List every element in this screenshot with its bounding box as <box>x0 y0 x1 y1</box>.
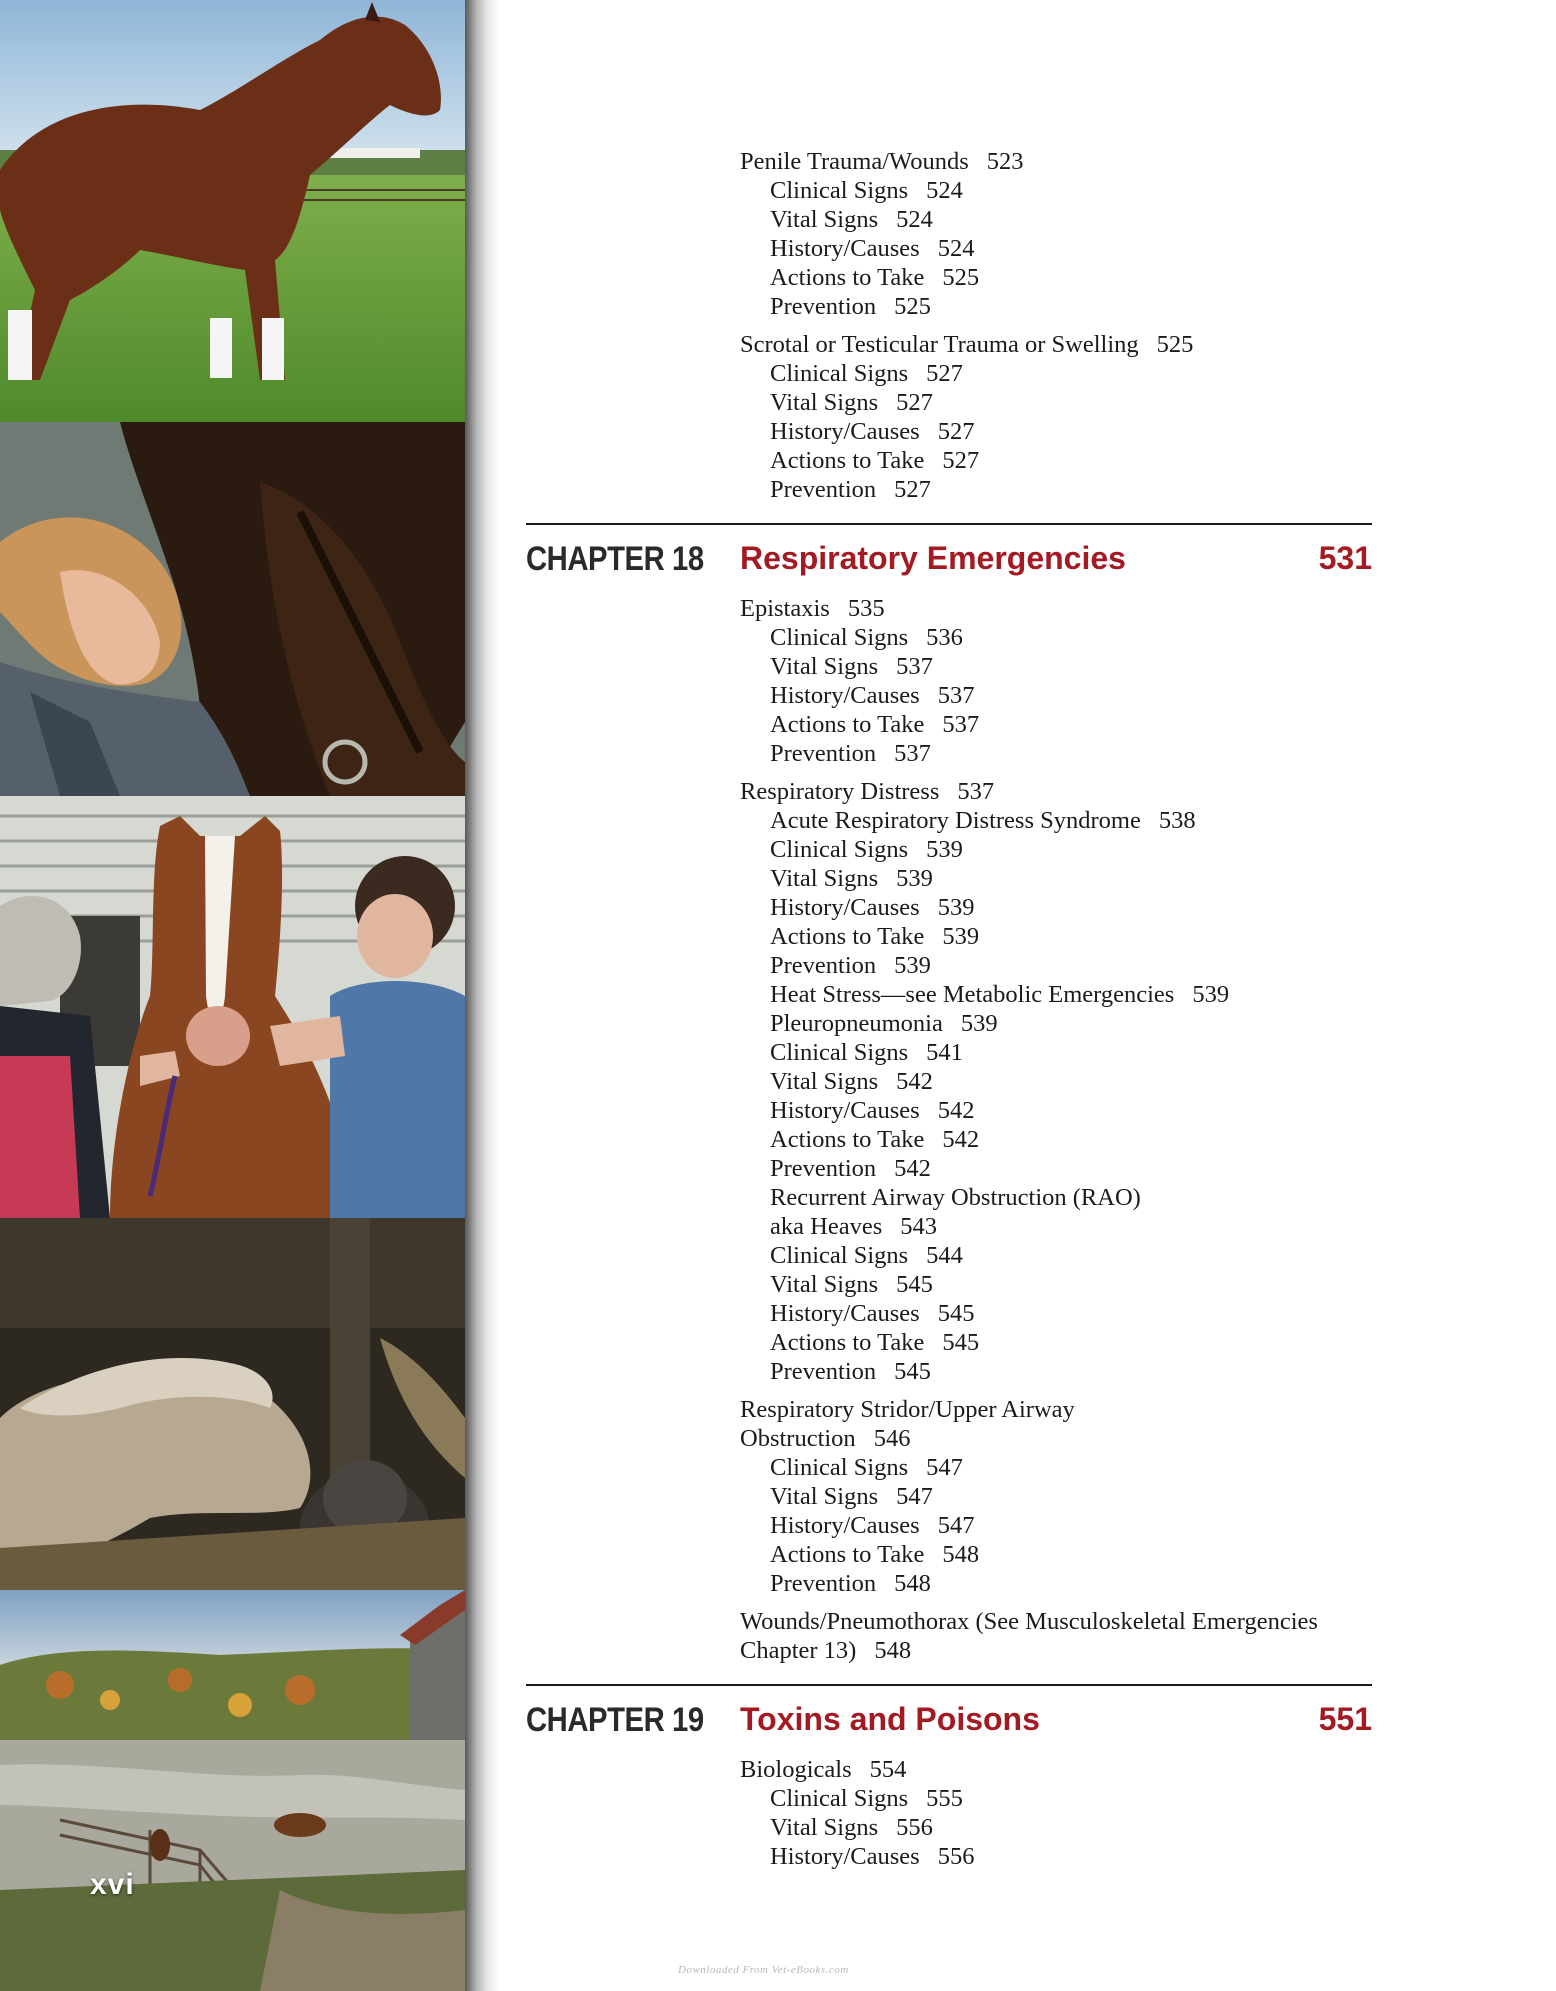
subentry-label: Vital Signs <box>770 389 879 416</box>
subentry-label: Prevention <box>770 1155 877 1182</box>
chapter-heading <box>526 1701 1372 1745</box>
subentry-page: 545 <box>942 1329 980 1356</box>
subentry-page: 556 <box>896 1814 933 1841</box>
flooded-farm-photo <box>0 1590 465 1991</box>
subentry-label: Vital Signs <box>770 206 879 233</box>
subentry-page: 536 <box>926 624 963 651</box>
toc-subentry <box>770 1482 933 1511</box>
subentry-label: Vital Signs <box>770 1271 879 1298</box>
chapter-page: 551 <box>1318 1701 1372 1737</box>
subentry-page: 544 <box>926 1242 963 1269</box>
subentry-label: Vital Signs <box>770 1068 879 1095</box>
toc-subentry <box>770 951 931 980</box>
toc-subentry <box>770 980 1229 1009</box>
toc-subentry <box>770 1125 979 1154</box>
entry-title-continued: Chapter 13) <box>740 1637 857 1664</box>
subentry-label: Clinical Signs <box>770 836 909 863</box>
subentry-page: 539 <box>1192 981 1230 1008</box>
toc-subentry <box>770 864 933 893</box>
subentry-label: History/Causes <box>770 894 920 921</box>
subentry-label: Actions to Take <box>770 1541 925 1568</box>
toc-subentry <box>770 1569 931 1598</box>
subentry-page: 556 <box>937 1843 975 1870</box>
entry-title: Scrotal or Testicular Trauma or Swelling <box>740 331 1139 358</box>
toc-subentry <box>770 835 963 864</box>
subentry-page: 538 <box>1158 807 1196 834</box>
subentry-page: 537 <box>896 653 933 680</box>
toc-subentry <box>770 1270 933 1299</box>
toc-section-entry <box>740 1755 906 1784</box>
toc-section-entry <box>740 594 885 623</box>
subentry-label: Clinical Signs <box>770 1039 909 1066</box>
subentry-page: 525 <box>942 264 980 291</box>
toc-subentry <box>770 292 931 321</box>
subentry-label: History/Causes <box>770 1843 920 1870</box>
toc-subentry <box>770 1540 979 1569</box>
toc-section-entry-continued <box>740 1636 911 1665</box>
subentry-page: 537 <box>942 711 980 738</box>
toc-section-entry <box>740 1395 1075 1424</box>
entry-title-continued: Obstruction <box>740 1425 856 1452</box>
toc-subentry <box>770 1511 974 1540</box>
subentry-page: 543 <box>900 1213 937 1240</box>
subentry-page: 547 <box>926 1454 963 1481</box>
subentry-page: 525 <box>894 293 931 320</box>
mare-and-foal-stall-photo <box>0 1218 465 1590</box>
chapter-title: Toxins and Poisons <box>740 1701 1040 1737</box>
toc-subentry <box>770 1328 979 1357</box>
entry-title: Respiratory Distress <box>740 778 940 805</box>
entry-page: 523 <box>986 148 1024 175</box>
toc-subentry <box>770 681 974 710</box>
subentry-label: Prevention <box>770 1570 877 1597</box>
toc-section-entry-continued <box>740 1424 910 1453</box>
subentry-label: Actions to Take <box>770 1329 925 1356</box>
toc-subentry <box>770 1009 998 1038</box>
subentry-label: aka Heaves <box>770 1213 883 1240</box>
download-source-note: Downloaded From Vet-eBooks.com <box>678 1964 849 1976</box>
toc-section-entry <box>740 1607 1318 1636</box>
toc-subentry <box>770 475 931 504</box>
entry-title: Respiratory Stridor/Upper Airway <box>740 1396 1075 1423</box>
subentry-page: 539 <box>937 894 975 921</box>
subentry-page: 542 <box>894 1155 931 1182</box>
subentry-label: Clinical Signs <box>770 360 909 387</box>
toc-subentry <box>770 1299 974 1328</box>
chapter-page: 531 <box>1318 540 1372 576</box>
subentry-page: 548 <box>894 1570 931 1597</box>
toc-subentry <box>770 1067 933 1096</box>
subentry-page: 541 <box>926 1039 963 1066</box>
photo-strip <box>0 0 465 1991</box>
toc-subentry <box>770 710 979 739</box>
subentry-label: Clinical Signs <box>770 1242 909 1269</box>
subentry-page: 547 <box>937 1512 975 1539</box>
subentry-page: 537 <box>937 682 975 709</box>
toc-subentry <box>770 263 979 292</box>
toc-subentry <box>770 1453 963 1482</box>
toc-subentry <box>770 893 974 922</box>
entry-title: Biologicals <box>740 1756 852 1783</box>
subentry-page: 527 <box>894 476 931 503</box>
subentry-label: History/Causes <box>770 1097 920 1124</box>
subentry-label: Clinical Signs <box>770 1785 909 1812</box>
subentry-label: Actions to Take <box>770 1126 925 1153</box>
subentry-label: Vital Signs <box>770 653 879 680</box>
subentry-page: 542 <box>937 1097 975 1124</box>
toc-section-entry <box>740 777 994 806</box>
subentry-page: 547 <box>896 1483 933 1510</box>
entry-page: 535 <box>847 595 885 622</box>
chapter-divider <box>526 523 1372 525</box>
entry-page: 537 <box>957 778 995 805</box>
toc-subentry <box>770 739 931 768</box>
subentry-page: 537 <box>894 740 931 767</box>
toc-subentry <box>770 623 963 652</box>
subentry-page: 545 <box>894 1358 931 1385</box>
subentry-page: 524 <box>896 206 933 233</box>
horse-pasture-photo <box>0 0 465 422</box>
toc-subentry <box>770 1842 974 1871</box>
toc-subentry <box>770 1038 963 1067</box>
subentry-page: 545 <box>937 1300 975 1327</box>
subentry-label: Recurrent Airway Obstruction (RAO) <box>770 1184 1141 1211</box>
subentry-label: Heat Stress—see Metabolic Emergencies <box>770 981 1175 1008</box>
subentry-label: History/Causes <box>770 682 920 709</box>
toc-section-entry <box>740 330 1193 359</box>
subentry-page: 539 <box>896 865 933 892</box>
subentry-page: 524 <box>926 177 963 204</box>
subentry-label: Prevention <box>770 1358 877 1385</box>
subentry-page: 527 <box>926 360 963 387</box>
subentry-label: Actions to Take <box>770 711 925 738</box>
subentry-label: Actions to Take <box>770 447 925 474</box>
toc-subentry <box>770 1357 931 1386</box>
subentry-page: 527 <box>896 389 933 416</box>
subentry-label: Vital Signs <box>770 1483 879 1510</box>
subentry-page: 539 <box>960 1010 998 1037</box>
toc-subentry <box>770 1784 963 1813</box>
subentry-page: 542 <box>896 1068 933 1095</box>
subentry-page: 539 <box>942 923 980 950</box>
toc-subentry <box>770 417 974 446</box>
subentry-label: History/Causes <box>770 1300 920 1327</box>
entry-title: Wounds/Pneumothorax (See Musculoskeletal Emergencies <box>740 1608 1318 1635</box>
subentry-label: Prevention <box>770 293 877 320</box>
toc-subentry <box>770 1154 931 1183</box>
toc-subentry <box>770 205 933 234</box>
subentry-page: 545 <box>896 1271 933 1298</box>
photo-strip-shadow <box>465 0 499 1991</box>
toc-subentry <box>770 446 979 475</box>
subentry-page: 527 <box>942 447 980 474</box>
subentry-page: 555 <box>926 1785 963 1812</box>
chapter-title: Respiratory Emergencies <box>740 540 1126 576</box>
subentry-label: Clinical Signs <box>770 624 909 651</box>
toc-subentry <box>770 806 1196 835</box>
subentry-page: 539 <box>926 836 963 863</box>
chapter-label: CHAPTER 18 <box>526 540 704 578</box>
entry-page: 525 <box>1156 331 1194 358</box>
subentry-label: Vital Signs <box>770 865 879 892</box>
subentry-label: Actions to Take <box>770 923 925 950</box>
subentry-page: 539 <box>894 952 931 979</box>
chapter-label: CHAPTER 19 <box>526 1701 704 1739</box>
toc-subentry <box>770 1241 963 1270</box>
subentry-page: 524 <box>937 235 975 262</box>
subentry-label: Pleuropneumonia <box>770 1010 943 1037</box>
woman-with-horse-photo <box>0 422 465 796</box>
subentry-label: Clinical Signs <box>770 177 909 204</box>
toc-subentry <box>770 176 963 205</box>
subentry-label: History/Causes <box>770 235 920 262</box>
toc-subentry <box>770 388 933 417</box>
entry-page: 548 <box>874 1637 912 1664</box>
subentry-page: 548 <box>942 1541 980 1568</box>
entry-page: 554 <box>869 1756 907 1783</box>
toc-subentry <box>770 922 979 951</box>
subentry-label: Vital Signs <box>770 1814 879 1841</box>
toc-subentry <box>770 1212 937 1241</box>
toc-subentry <box>770 1183 1141 1212</box>
toc-subentry <box>770 1096 974 1125</box>
subentry-page: 527 <box>937 418 975 445</box>
women-with-horse-barn-photo <box>0 796 465 1218</box>
subentry-label: Prevention <box>770 476 877 503</box>
subentry-label: Clinical Signs <box>770 1454 909 1481</box>
entry-title: Penile Trauma/Wounds <box>740 148 969 175</box>
subentry-label: Prevention <box>770 952 877 979</box>
subentry-label: Acute Respiratory Distress Syndrome <box>770 807 1141 834</box>
subentry-label: Actions to Take <box>770 264 925 291</box>
chapter-heading <box>526 540 1372 584</box>
subentry-page: 542 <box>942 1126 980 1153</box>
subentry-label: History/Causes <box>770 1512 920 1539</box>
chapter-divider <box>526 1684 1372 1686</box>
toc-subentry <box>770 234 974 263</box>
toc-subentry <box>770 1813 933 1842</box>
subentry-label: History/Causes <box>770 418 920 445</box>
page-number: xvi <box>90 1868 135 1901</box>
toc-subentry <box>770 652 933 681</box>
toc-subentry <box>770 359 963 388</box>
entry-page: 546 <box>873 1425 911 1452</box>
entry-title: Epistaxis <box>740 595 830 622</box>
subentry-label: Prevention <box>770 740 877 767</box>
toc-section-entry <box>740 147 1024 176</box>
